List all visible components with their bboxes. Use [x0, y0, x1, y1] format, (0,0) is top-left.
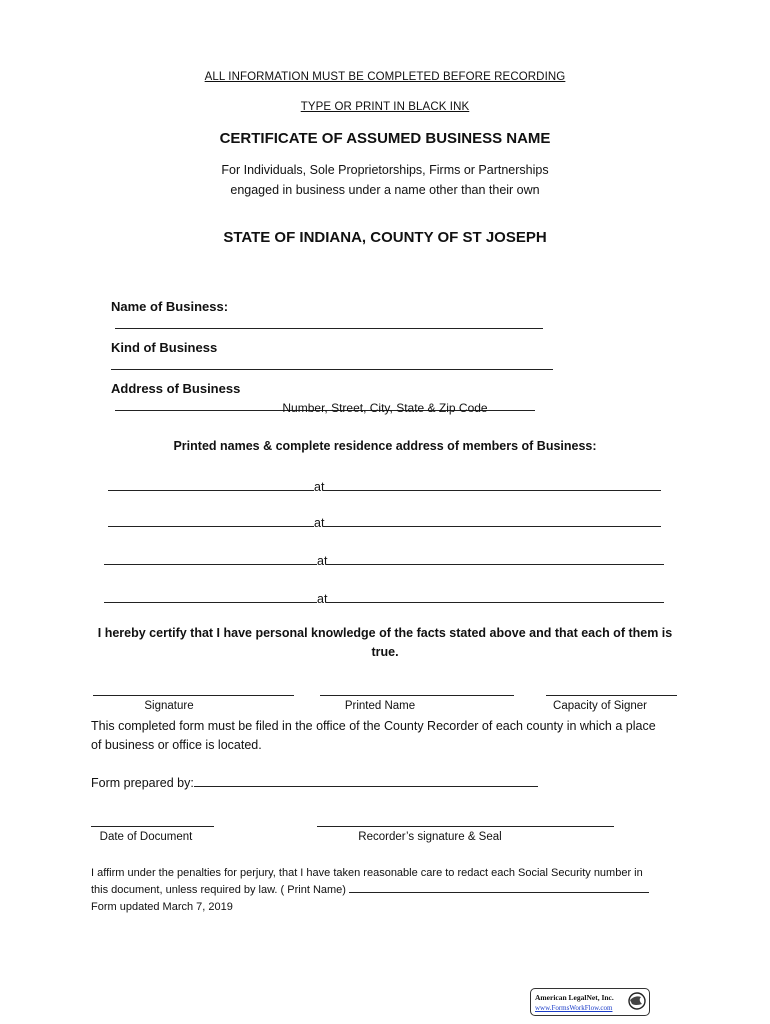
prepared-by-label: Form prepared by:	[91, 776, 194, 790]
member-3-address-field[interactable]	[327, 552, 664, 565]
prepared-by-row	[91, 774, 538, 790]
american-legalnet-logo	[530, 988, 650, 1016]
recorder-signature-caption: Recorder’s signature & Seal	[358, 831, 502, 843]
member-1-name-field[interactable]	[108, 478, 314, 491]
date-of-document-field[interactable]	[91, 826, 214, 827]
member-3-name-field[interactable]	[104, 552, 317, 565]
business-kind-field[interactable]	[111, 357, 553, 370]
subtitle-line-1: For Individuals, Sole Proprietorships, Firms or Partnerships	[221, 163, 549, 177]
member-row-1	[108, 478, 661, 494]
certification-line-2: true.	[371, 645, 399, 659]
subtitle-line-2: engaged in business under a name other than their own	[230, 183, 540, 197]
form-title: CERTIFICATE OF ASSUMED BUSINESS NAME	[219, 130, 551, 147]
capacity-caption: Capacity of Signer	[553, 700, 647, 712]
prepared-by-field[interactable]	[194, 774, 538, 787]
signature-field[interactable]	[93, 695, 294, 696]
jurisdiction-title: STATE OF INDIANA, COUNTY OF ST JOSEPH	[223, 229, 547, 246]
business-name-field[interactable]	[115, 316, 543, 329]
member-row-4	[104, 590, 664, 606]
affirmation-line-2: this document, unless required by law. ( Print Name)	[91, 884, 346, 896]
filing-instructions	[91, 717, 711, 755]
form-updated: Form updated March 7, 2019	[91, 901, 233, 913]
recorder-signature-field[interactable]	[317, 826, 614, 827]
member-4-address-field[interactable]	[327, 590, 664, 603]
logo-url: www.FormsWorkFlow.com	[535, 1004, 613, 1012]
member-row-2	[108, 514, 661, 530]
members-heading: Printed names & complete residence address of members of Business:	[173, 439, 597, 453]
printed-name-caption: Printed Name	[344, 700, 416, 712]
member-2-at: at	[314, 516, 325, 530]
member-2-name-field[interactable]	[108, 514, 314, 527]
affirmation-line-2-row	[91, 882, 691, 899]
address-hint: Number, Street, City, State & Zip Code	[282, 401, 488, 415]
member-row-3	[104, 552, 664, 568]
business-kind-row	[111, 339, 661, 375]
printed-name-field[interactable]	[320, 695, 514, 696]
affirmation-print-name-field[interactable]	[349, 882, 649, 893]
signature-caption: Signature	[144, 700, 194, 712]
member-1-address-field[interactable]	[324, 478, 661, 491]
affirmation-line-1: I affirm under the penalties for perjury, that I have taken reasonable care to redact each Social Security number in	[91, 867, 643, 879]
date-of-document-caption: Date of Document	[99, 831, 193, 843]
affirmation-block	[91, 865, 691, 916]
filing-line-1: This completed form must be filed in the office of the County Recorder of each county in which a place	[91, 719, 656, 733]
business-name-label: Name of Business:	[111, 299, 229, 314]
notice-black-ink: TYPE OR PRINT IN BLACK INK	[300, 101, 470, 113]
filing-line-2: of business or office is located.	[91, 738, 262, 752]
business-kind-label: Kind of Business	[111, 340, 218, 355]
logo-company-name: American LegalNet, Inc.	[535, 993, 614, 1002]
capacity-field[interactable]	[546, 695, 677, 696]
business-address-label: Address of Business	[111, 381, 241, 396]
certification-line-1: I hereby certify that I have personal knowledge of the facts stated above and that each of them is	[97, 626, 673, 640]
member-4-name-field[interactable]	[104, 590, 317, 603]
member-2-address-field[interactable]	[324, 514, 661, 527]
globe-icon	[627, 991, 647, 1011]
business-name-row	[111, 298, 661, 334]
notice-complete-info: ALL INFORMATION MUST BE COMPLETED BEFORE RECORDING	[204, 71, 566, 83]
member-1-at: at	[314, 480, 325, 494]
member-3-at: at	[317, 554, 328, 568]
member-4-at: at	[317, 592, 328, 606]
